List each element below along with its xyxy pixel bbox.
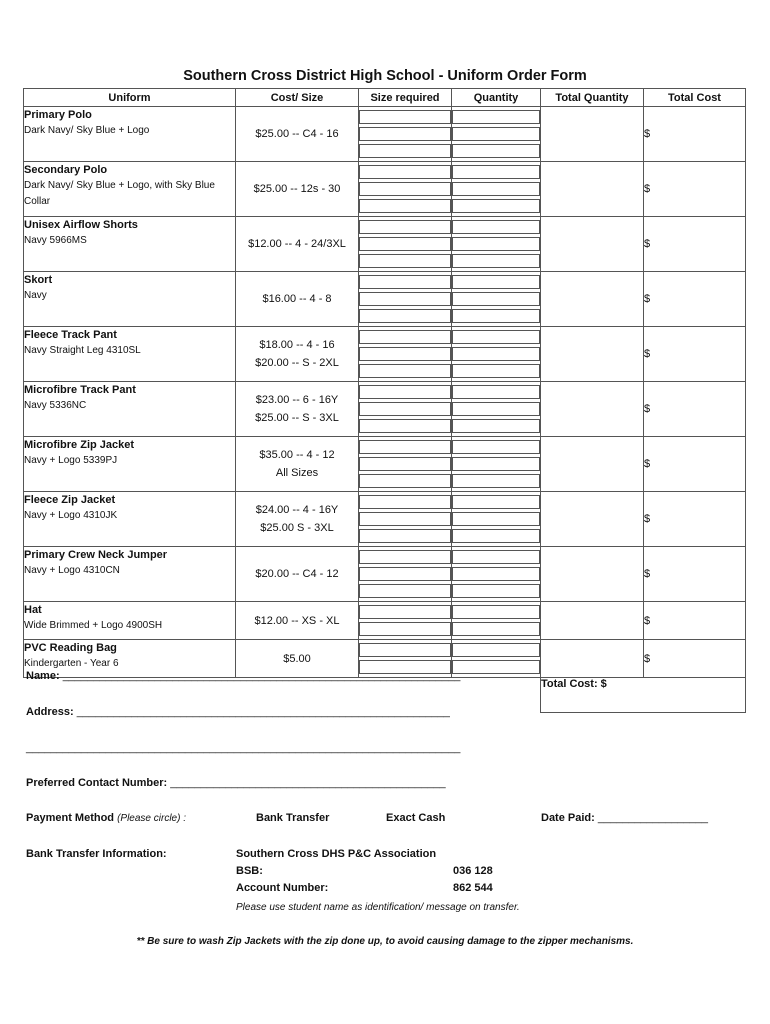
dollar-sign: $	[644, 458, 651, 470]
dollar-sign: $	[644, 568, 651, 580]
uniform-description: Navy + Logo 4310JK	[24, 510, 118, 521]
order-table	[23, 88, 746, 713]
cost-size-cell	[236, 547, 359, 602]
dollar-sign: $	[644, 614, 651, 627]
col-header-cost-size: Cost/ Size	[236, 89, 359, 107]
bsb-label: BSB:	[236, 865, 263, 877]
uniform-description: Wide Brimmed + Logo 4900SH	[24, 620, 163, 631]
table-row	[24, 547, 746, 602]
uniform-cell	[24, 602, 236, 640]
size-required-cell[interactable]	[359, 217, 452, 272]
cost-size-line: $35.00 -- 4 - 12	[259, 449, 335, 461]
size-required-cell[interactable]	[359, 382, 452, 437]
quantity-cell[interactable]	[452, 272, 541, 327]
grand-total-cell[interactable]	[541, 678, 746, 713]
table-row	[24, 162, 746, 217]
dollar-sign: $	[644, 128, 651, 140]
total-quantity-cell[interactable]	[541, 327, 644, 382]
cost-size-cell	[236, 217, 359, 272]
uniform-name: Fleece Zip Jacket	[24, 494, 116, 506]
cost-size-line: $25.00 S - 3XL	[260, 522, 334, 534]
total-cost-cell[interactable]	[644, 547, 746, 602]
cost-size-line: $24.00 -- 4 - 16Y	[255, 504, 339, 516]
cost-size-line: $25.00 -- C4 - 16	[255, 128, 339, 140]
quantity-cell[interactable]	[452, 162, 541, 217]
table-row	[24, 437, 746, 492]
wash-note: ** Be sure to wash Zip Jackets with the zip done up, to avoid causing damage to the zipper mechanisms.	[136, 936, 634, 947]
cost-size-line: $20.00 -- S - 2XL	[255, 357, 339, 369]
uniform-name: Microfibre Zip Jacket	[24, 439, 135, 451]
uniform-name: Fleece Track Pant	[24, 329, 117, 341]
account-label: Account Number:	[236, 882, 329, 894]
table-row	[24, 492, 746, 547]
address-line[interactable]: _____________________________________________________________	[76, 706, 450, 718]
cost-size-line: $18.00 -- 4 - 16	[259, 339, 335, 351]
uniform-name: PVC Reading Bag	[24, 642, 117, 654]
quantity-cell[interactable]	[452, 602, 541, 640]
contact-field[interactable]	[26, 777, 446, 789]
total-cost-cell[interactable]	[644, 602, 746, 640]
address-line-2[interactable]: _______________________________________________________________________	[26, 742, 461, 754]
account-value: 862 544	[453, 882, 493, 894]
dollar-sign: $	[644, 513, 651, 525]
total-cost-cell[interactable]	[644, 382, 746, 437]
uniform-name: Primary Polo	[24, 109, 92, 121]
cost-size-line: $25.00 -- S - 3XL	[255, 412, 339, 424]
uniform-cell	[24, 492, 236, 547]
cost-size-line: $23.00 -- 6 - 16Y	[255, 394, 339, 406]
cost-size-line: $20.00 -- C4 - 12	[255, 568, 339, 580]
uniform-description: Dark Navy/ Sky Blue + Logo	[24, 125, 150, 136]
quantity-cell[interactable]	[452, 327, 541, 382]
table-row	[24, 217, 746, 272]
uniform-description: Navy + Logo 4310CN	[24, 565, 120, 576]
total-cost-cell[interactable]	[644, 162, 746, 217]
uniform-description: Kindergarten - Year 6	[24, 658, 119, 669]
bank-info-label: Bank Transfer Information:	[26, 848, 167, 860]
uniform-cell	[24, 272, 236, 327]
address-field[interactable]	[26, 706, 450, 718]
cost-size-cell	[236, 107, 359, 162]
cost-size-cell	[236, 602, 359, 640]
total-cost-cell[interactable]	[644, 640, 746, 678]
transfer-instruction: Please use student name as identification/ message on transfer.	[236, 902, 520, 913]
total-quantity-cell[interactable]	[541, 492, 644, 547]
col-header-total-cost: Total Cost	[644, 89, 746, 107]
uniform-name: Primary Crew Neck Jumper	[24, 549, 168, 561]
cost-size-line: $12.00 -- XS - XL	[254, 614, 340, 627]
uniform-cell	[24, 547, 236, 602]
table-row	[24, 272, 746, 327]
cost-size-cell	[236, 437, 359, 492]
name-label: Name:	[26, 670, 63, 682]
payment-label: Payment Method	[26, 812, 115, 824]
table-row	[24, 382, 746, 437]
address-label: Address:	[26, 706, 77, 718]
uniform-description: Navy 5336NC	[24, 400, 87, 411]
dollar-sign: $	[644, 238, 651, 250]
quantity-cell[interactable]	[452, 382, 541, 437]
uniform-name: Unisex Airflow Shorts	[24, 219, 138, 231]
size-required-cell[interactable]	[359, 162, 452, 217]
uniform-description: Dark Navy/ Sky Blue + Logo, with Sky Blue Collar	[24, 180, 215, 207]
dollar-sign: $	[644, 652, 651, 665]
col-header-size-required: Size required	[359, 89, 452, 107]
dollar-sign: $	[644, 403, 651, 415]
total-quantity-cell[interactable]	[541, 382, 644, 437]
quantity-cell[interactable]	[452, 217, 541, 272]
uniform-name: Secondary Polo	[24, 164, 108, 176]
total-cost-cell[interactable]	[644, 272, 746, 327]
name-field[interactable]	[26, 670, 460, 682]
name-line[interactable]: _________________________________________________________________	[62, 670, 461, 682]
quantity-cell[interactable]	[452, 437, 541, 492]
total-cost-cell[interactable]	[644, 492, 746, 547]
table-row	[24, 327, 746, 382]
cost-size-cell	[236, 272, 359, 327]
cost-size-line: All Sizes	[275, 467, 319, 479]
uniform-name: Hat	[24, 604, 42, 616]
date-paid-label: Date Paid:	[541, 812, 598, 824]
payment-note: (Please circle) :	[117, 813, 186, 824]
cost-size-cell	[236, 492, 359, 547]
contact-line[interactable]: _____________________________________________	[170, 777, 446, 789]
form-title: Southern Cross District High School - Uniform Order Form	[183, 68, 587, 84]
total-quantity-cell[interactable]	[541, 162, 644, 217]
size-required-cell[interactable]	[359, 492, 452, 547]
total-quantity-cell[interactable]	[541, 640, 644, 678]
uniform-name: Microfibre Track Pant	[24, 384, 136, 396]
exact-cash-option[interactable]: Exact Cash	[386, 812, 446, 824]
col-header-total-quantity: Total Quantity	[541, 89, 644, 107]
quantity-cell[interactable]	[452, 107, 541, 162]
uniform-cell	[24, 437, 236, 492]
table-row	[24, 602, 746, 640]
total-quantity-cell[interactable]	[541, 272, 644, 327]
bank-association: Southern Cross DHS P&C Association	[236, 848, 437, 860]
total-quantity-cell[interactable]	[541, 107, 644, 162]
total-cost-cell[interactable]	[644, 437, 746, 492]
grand-total-label: Total Cost: $	[541, 678, 607, 690]
dollar-sign: $	[644, 348, 651, 360]
uniform-cell	[24, 382, 236, 437]
date-paid-field[interactable]	[541, 812, 708, 824]
col-header-quantity: Quantity	[452, 89, 541, 107]
uniform-cell	[24, 327, 236, 382]
bsb-value: 036 128	[453, 865, 493, 877]
size-required-cell[interactable]	[359, 437, 452, 492]
uniform-cell	[24, 107, 236, 162]
cost-size-line: $25.00 -- 12s - 30	[253, 183, 341, 195]
size-required-cell[interactable]	[359, 272, 452, 327]
cost-size-cell	[236, 162, 359, 217]
total-quantity-cell[interactable]	[541, 217, 644, 272]
total-cost-cell[interactable]	[644, 107, 746, 162]
cost-size-cell	[236, 382, 359, 437]
uniform-cell	[24, 217, 236, 272]
size-required-cell[interactable]	[359, 602, 452, 640]
cost-size-cell	[236, 327, 359, 382]
dollar-sign: $	[644, 293, 651, 305]
total-quantity-cell[interactable]	[541, 547, 644, 602]
total-quantity-cell[interactable]	[541, 602, 644, 640]
cost-size-line: $5.00	[283, 652, 311, 665]
table-header-row	[24, 89, 746, 107]
table-row	[24, 107, 746, 162]
total-quantity-cell[interactable]	[541, 437, 644, 492]
contact-label: Preferred Contact Number:	[26, 777, 171, 789]
date-paid-line[interactable]: __________________	[597, 812, 708, 824]
uniform-description: Navy 5966MS	[24, 235, 87, 246]
quantity-cell[interactable]	[452, 547, 541, 602]
payment-method	[26, 812, 186, 824]
total-cost-cell[interactable]	[644, 217, 746, 272]
cost-size-line: $16.00 -- 4 - 8	[262, 293, 332, 305]
dollar-sign: $	[644, 183, 651, 195]
size-required-cell[interactable]	[359, 547, 452, 602]
quantity-cell[interactable]	[452, 640, 541, 678]
uniform-description: Navy Straight Leg 4310SL	[24, 345, 141, 356]
col-header-uniform: Uniform	[24, 89, 236, 107]
size-required-cell[interactable]	[359, 327, 452, 382]
quantity-cell[interactable]	[452, 492, 541, 547]
uniform-name: Skort	[24, 274, 53, 286]
bank-transfer-option[interactable]: Bank Transfer	[256, 812, 330, 824]
uniform-description: Navy	[24, 290, 47, 301]
address-field-2[interactable]	[26, 742, 460, 754]
size-required-cell[interactable]	[359, 107, 452, 162]
cost-size-line: $12.00 -- 4 - 24/3XL	[248, 238, 346, 250]
total-cost-cell[interactable]	[644, 327, 746, 382]
uniform-cell	[24, 162, 236, 217]
uniform-description: Navy + Logo 5339PJ	[24, 455, 118, 466]
